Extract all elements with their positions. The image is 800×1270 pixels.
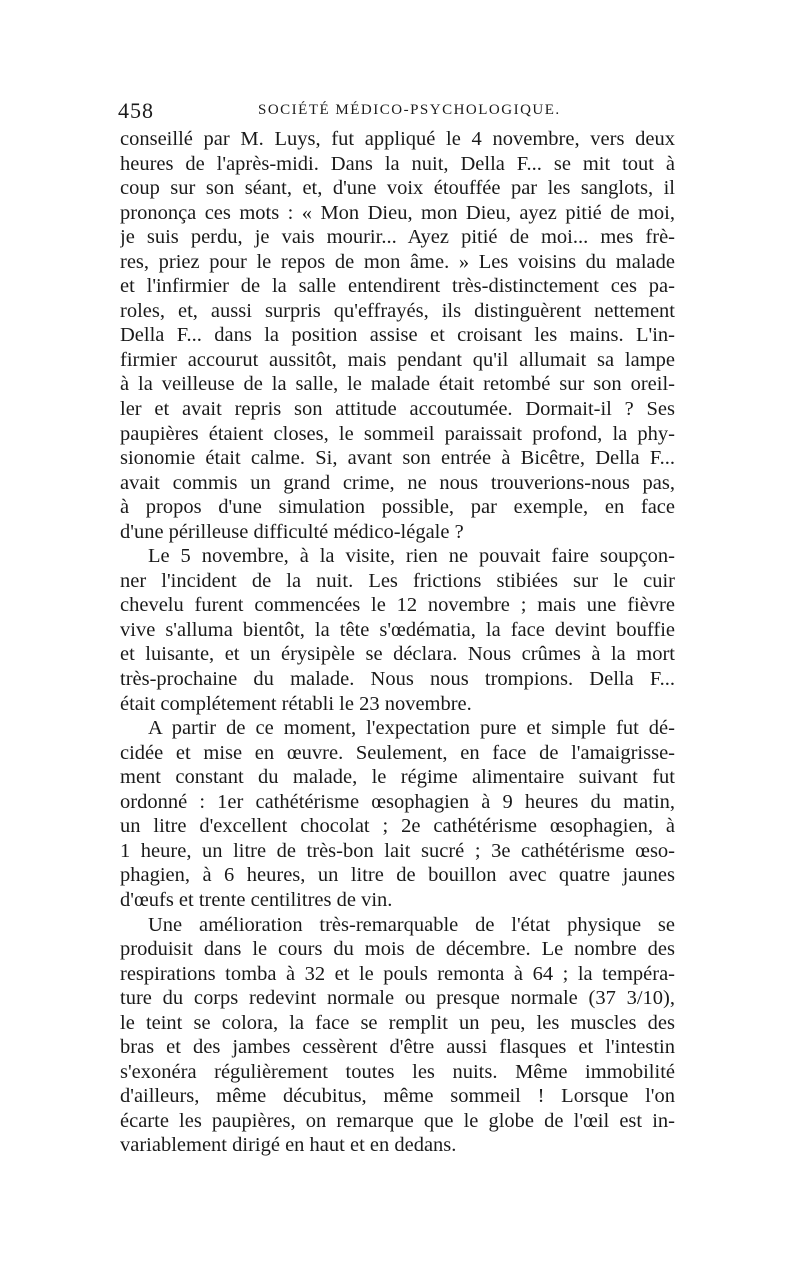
text-line: paupières étaient closes, le sommeil paraissait profond, la phy- xyxy=(120,422,675,445)
text-line: s'exonéra régulièrement toutes les nuits. Même immobilité xyxy=(120,1060,675,1083)
text-line: roles, et, aussi surpris qu'effrayés, ils distinguèrent nettement xyxy=(120,299,675,322)
text-line: firmier accourut aussitôt, mais pendant qu'il allumait sa lampe xyxy=(120,348,675,371)
text-line: conseillé par M. Luys, fut appliqué le 4 novembre, vers deux xyxy=(120,128,675,150)
running-title: SOCIÉTÉ MÉDICO-PSYCHOLOGIQUE. xyxy=(258,102,561,118)
text-line: un litre d'excellent chocolat ; 2e cathétérisme œsophagien, à xyxy=(120,815,675,838)
text-line: cidée et mise en œuvre. Seulement, en face de l'amaigrisse- xyxy=(120,741,675,764)
text-line: ner l'incident de la nuit. Les frictions stibiées sur le cuir xyxy=(120,569,675,592)
body-text xyxy=(120,127,675,1158)
text-line: produisit dans le cours du mois de décembre. Le nombre des xyxy=(120,938,675,961)
text-line: ture du corps redevint normale ou presque normale (37 3/10), xyxy=(120,987,675,1010)
text-line: prononça ces mots : « Mon Dieu, mon Dieu, ayez pitié de moi, xyxy=(120,201,675,224)
text-line: le teint se colora, la face se remplit un peu, les muscles des xyxy=(120,1011,675,1034)
text-line: bras et des jambes cessèrent d'être aussi flasques et l'intestin xyxy=(120,1036,675,1059)
page-header xyxy=(118,98,678,128)
text-line: d'ailleurs, même décubitus, même sommeil ! Lorsque l'on xyxy=(120,1085,675,1108)
page-number: 458 xyxy=(118,98,154,123)
text-line: ordonné : 1er cathétérisme œsophagien à 9 heures du matin, xyxy=(120,790,675,813)
text-line: Une amélioration très-remarquable de l'état physique se xyxy=(148,913,675,936)
text-line: vive s'alluma bientôt, la tête s'œdématia, la face devint bouffie xyxy=(120,618,675,641)
text-line: ment constant du malade, le régime alimentaire suivant fut xyxy=(120,766,675,789)
text-line: sionomie était calme. Si, avant son entrée à Bicêtre, Della F... xyxy=(120,447,675,470)
text-line: 1 heure, un litre de très-bon lait sucré ; 3e cathétérisme œso- xyxy=(120,839,675,862)
text-line: A partir de ce moment, l'expectation pure et simple fut dé- xyxy=(148,717,675,740)
text-line: à propos d'une simulation possible, par exemple, en face xyxy=(120,496,675,519)
text-line: heures de l'après-midi. Dans la nuit, Della F... se mit tout à xyxy=(120,152,675,175)
text-line: avait commis un grand crime, ne nous trouverions-nous pas, xyxy=(120,471,675,494)
text-line: variablement dirigé en haut et en dedans. xyxy=(120,1134,457,1157)
text-line: Della F... dans la position assise et croisant les mains. L'in- xyxy=(120,324,675,347)
text-line: très-prochaine du malade. Nous nous trompions. Della F... xyxy=(120,668,675,691)
text-line: à la veilleuse de la salle, le malade était retombé sur son oreil- xyxy=(120,373,675,396)
text-line: et luisante, et un érysipèle se déclara. Nous crûmes à la mort xyxy=(120,643,675,666)
text-line: Le 5 novembre, à la visite, rien ne pouvait faire soupçon- xyxy=(148,545,675,568)
text-line: coup sur son séant, et, d'une voix étouffée par les sanglots, il xyxy=(120,177,675,200)
text-line: respirations tomba à 32 et le pouls remonta à 64 ; la tempéra- xyxy=(120,962,675,985)
text-line: res, priez pour le repos de mon âme. » Les voisins du malade xyxy=(120,250,675,273)
text-line: et l'infirmier de la salle entendirent très-distinctement ces pa- xyxy=(120,275,675,298)
text-line: phagien, à 6 heures, un litre de bouillon avec quatre jaunes xyxy=(120,864,675,887)
text-line: d'œufs et trente centilitres de vin. xyxy=(120,888,393,911)
text-line: chevelu furent commencées le 12 novembre ; mais une fièvre xyxy=(120,594,675,617)
text-line: je suis perdu, je vais mourir... Ayez pitié de moi... mes frè- xyxy=(120,226,675,249)
text-line: d'une périlleuse difficulté médico-légale ? xyxy=(120,520,464,543)
text-line: écarte les paupières, on remarque que le globe de l'œil est in- xyxy=(120,1109,675,1132)
text-line: ler et avait repris son attitude accoutumée. Dormait-il ? Ses xyxy=(120,398,675,421)
text-line: était complétement rétabli le 23 novembre. xyxy=(120,692,472,715)
